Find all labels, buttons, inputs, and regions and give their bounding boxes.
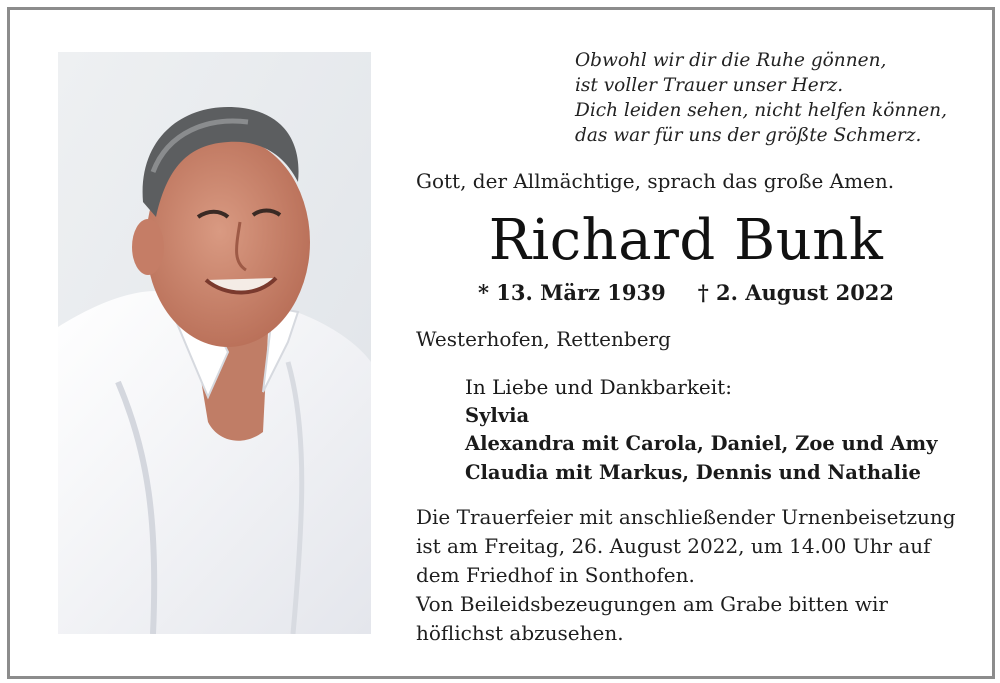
life-dates	[416, 280, 956, 305]
mourners-intro: In Liebe und Dankbarkeit:	[465, 375, 732, 399]
service-line: ist am Freitag, 26. August 2022, um 14.00 Uhr auf	[416, 534, 931, 558]
mourners-list	[465, 373, 985, 487]
poem-line: Obwohl wir dir die Ruhe gönnen,	[575, 50, 887, 71]
funeral-service-info	[416, 503, 986, 648]
mourner-name: Sylvia	[465, 403, 530, 427]
service-line: dem Friedhof in Sonthofen.	[416, 563, 695, 587]
deceased-name: Richard Bunk	[488, 208, 884, 273]
service-line: Von Beileidsbezeugungen am Grabe bitten wir	[416, 592, 888, 616]
death-date: † 2. August 2022	[697, 280, 895, 305]
residence-place: Westerhofen, Rettenberg	[416, 327, 671, 351]
mourner-name: Alexandra mit Carola, Daniel, Zoe und Amy	[465, 432, 938, 455]
poem-line: Dich leiden sehen, nicht helfen können,	[575, 100, 947, 121]
amen-line: Gott, der Allmächtige, sprach das große Amen.	[416, 169, 895, 193]
poem-line: das war für uns der größte Schmerz.	[575, 125, 922, 146]
birth-date: * 13. März 1939	[477, 280, 666, 305]
service-line: höflichst abzusehen.	[416, 621, 624, 645]
poem-line: ist voller Trauer unser Herz.	[575, 75, 844, 96]
memorial-poem	[575, 48, 975, 148]
service-line: Die Trauerfeier mit anschließender Urnenbeisetzung	[416, 505, 956, 529]
mourner-name: Claudia mit Markus, Dennis und Nathalie	[465, 460, 921, 484]
portrait-photo	[58, 52, 371, 634]
